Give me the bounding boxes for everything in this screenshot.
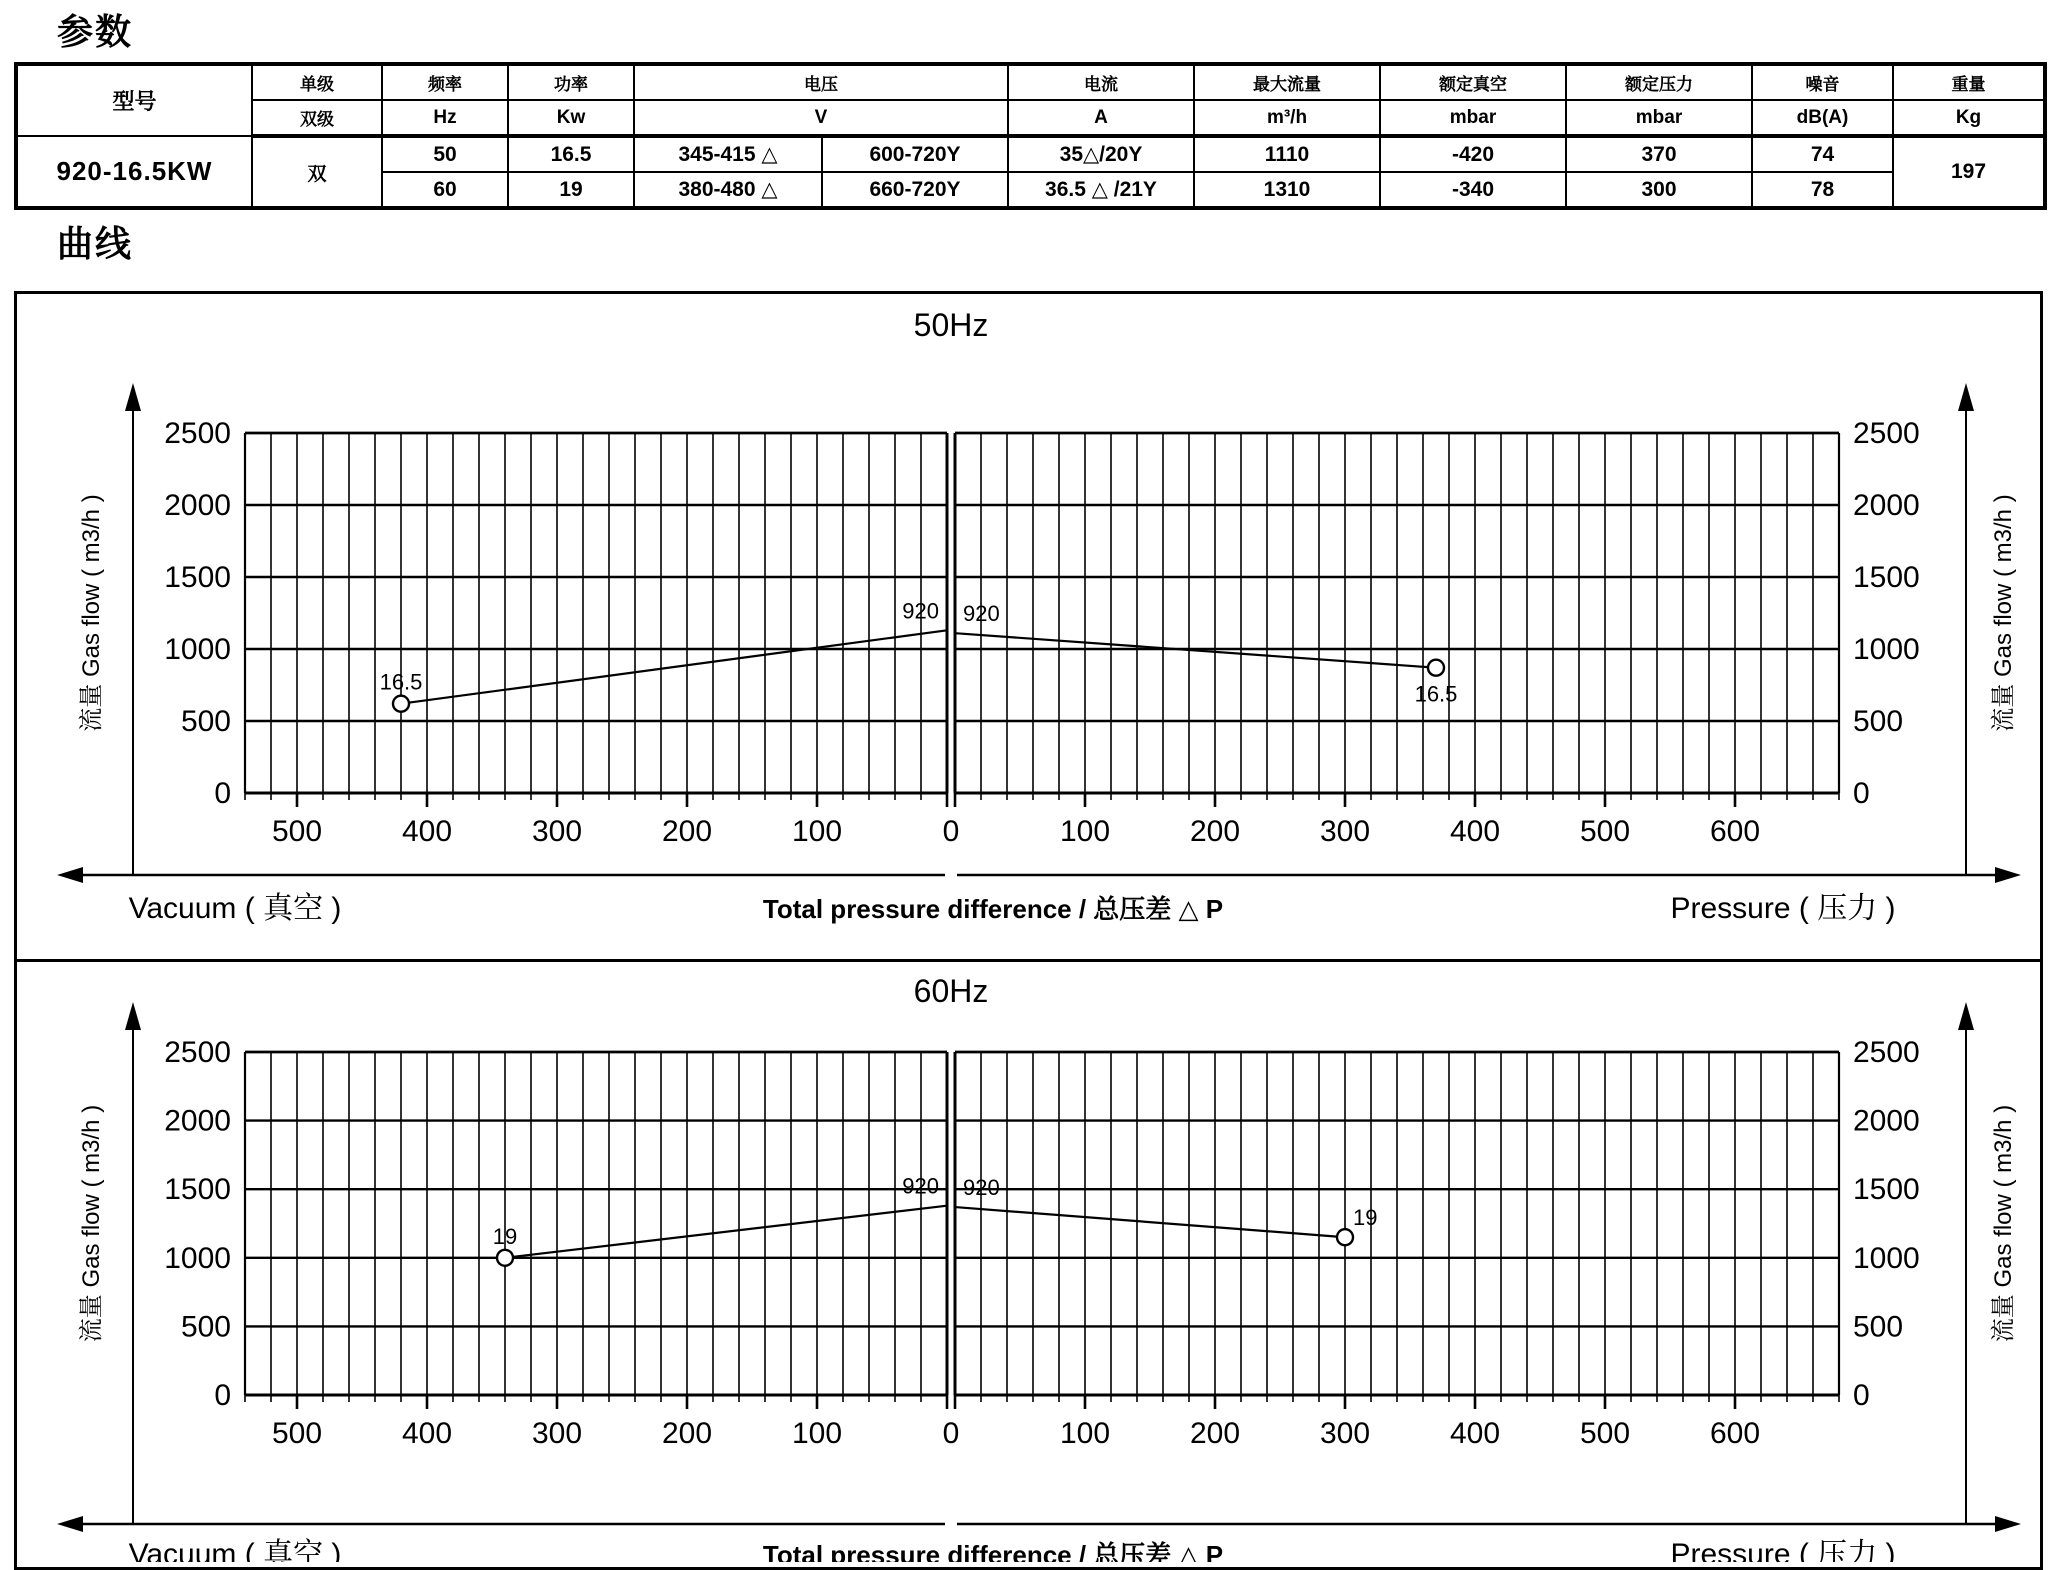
header-rated-vacuum: 额定真空 [1380, 64, 1566, 100]
vacuum-axis-label: Vacuum ( 真空 ) [128, 1538, 342, 1562]
y-tick-label-left: 500 [180, 1310, 231, 1344]
cell-volt-y-50: 600-720Y [822, 136, 1008, 172]
data-point-marker [497, 1250, 513, 1266]
y-tick-label-left: 2500 [164, 417, 231, 450]
point-label: 19 [492, 1223, 518, 1249]
pressure-axis-label: Pressure ( 压力 ) [1670, 892, 1896, 925]
cell-kw-60: 19 [508, 172, 634, 208]
y-tick-label-left: 2500 [164, 1036, 231, 1069]
cell-kw-50: 16.5 [508, 136, 634, 172]
arrowhead-up-icon [125, 383, 141, 411]
y-tick-label-right: 2000 [1853, 489, 1920, 522]
header-noise: 噪音 [1752, 64, 1893, 100]
y-tick-label-right: 0 [1853, 1379, 1870, 1412]
gas-flow-axis-label-left: 流量 Gas flow ( m3/h ) [78, 494, 105, 732]
header-max-flow: 最大流量 [1194, 64, 1380, 100]
x-tick-label-pressure: 300 [1319, 1417, 1371, 1450]
header-row-names [16, 64, 2045, 100]
y-tick-label-right: 500 [1853, 705, 1904, 738]
x-tick-label-vacuum: 500 [271, 815, 323, 848]
x-tick-label-pressure: 300 [1319, 815, 1371, 848]
x-tick-label-vacuum: 400 [401, 1417, 453, 1450]
y-tick-label-right: 1500 [1853, 1173, 1920, 1207]
y-tick-label-left: 500 [180, 705, 231, 738]
x-tick-label-vacuum: 100 [791, 1417, 843, 1450]
point-label: 16.5 [1414, 681, 1458, 707]
gas-flow-axis-label-left: 流量 Gas flow ( m3/h ) [78, 1104, 105, 1343]
x-tick-label-vacuum: 400 [401, 815, 453, 848]
x-tick-label-pressure: 200 [1189, 1417, 1241, 1450]
header-stage-double: 双级 [252, 100, 382, 136]
x-tick-label-pressure: 500 [1579, 1417, 1631, 1450]
header-stage-single: 单级 [252, 64, 382, 100]
data-point-marker [393, 696, 409, 712]
cell-weight: 197 [1893, 136, 2045, 208]
point-label: 920 [902, 598, 939, 624]
x-tick-label-zero: 0 [942, 1417, 960, 1450]
arrowhead-right-icon [1995, 1516, 2021, 1532]
point-label: 920 [963, 601, 1000, 627]
header-row-units [16, 100, 2045, 136]
x-tick-label-pressure: 500 [1579, 815, 1631, 848]
y-tick-label-right: 1000 [1853, 1241, 1920, 1275]
curves-panel [14, 291, 2043, 1570]
header-frequency: 频率 [382, 64, 508, 100]
x-tick-label-vacuum: 500 [271, 1417, 323, 1450]
unit-voltage: V [634, 100, 1008, 136]
curve-vacuum-side [505, 1206, 947, 1258]
cell-stage: 双 [252, 136, 382, 208]
unit-rated-vacuum: mbar [1380, 100, 1566, 136]
y-tick-label-left: 1500 [164, 1173, 231, 1207]
performance-curve-svg [17, 962, 2040, 1562]
x-tick-label-pressure: 600 [1709, 815, 1761, 848]
unit-power: Kw [508, 100, 634, 136]
cell-volt-delta-60: 380-480 △ [634, 172, 822, 208]
chart-title: 60Hz [913, 973, 989, 1009]
header-rated-pressure: 额定压力 [1566, 64, 1752, 100]
cell-volt-delta-50: 345-415 △ [634, 136, 822, 172]
y-tick-label-left: 1000 [164, 1241, 231, 1275]
curve-vacuum-side [401, 630, 947, 703]
y-tick-label-right: 500 [1853, 1310, 1904, 1344]
y-tick-label-left: 1000 [164, 633, 231, 666]
chart-50hz [14, 291, 2043, 962]
unit-weight: Kg [1893, 100, 2045, 136]
x-tick-label-vacuum: 300 [531, 1417, 583, 1450]
cell-flow-50: 1110 [1194, 136, 1380, 172]
x-tick-label-pressure: 100 [1059, 815, 1111, 848]
data-point-marker [1337, 1229, 1353, 1245]
y-tick-label-right: 0 [1853, 777, 1870, 810]
section-title-curves: 曲线 [57, 223, 134, 264]
y-tick-label-left: 1500 [164, 561, 231, 594]
x-tick-label-vacuum: 200 [661, 1417, 713, 1450]
cell-vacuum-50: -420 [1380, 136, 1566, 172]
header-voltage: 电压 [634, 64, 1008, 100]
cell-noise-60: 78 [1752, 172, 1893, 208]
unit-current: A [1008, 100, 1194, 136]
y-tick-label-left: 2000 [164, 1104, 231, 1138]
arrowhead-up-icon [1958, 383, 1974, 411]
data-point-marker [1428, 660, 1444, 676]
cell-vacuum-60: -340 [1380, 172, 1566, 208]
cell-hz-50: 50 [382, 136, 508, 172]
point-label: 16.5 [379, 669, 423, 695]
pressure-difference-axis-label: Total pressure difference / 总压差 △ P [762, 1540, 1224, 1562]
arrowhead-right-icon [1995, 867, 2021, 883]
chart-title: 50Hz [913, 307, 989, 343]
header-weight: 重量 [1893, 64, 2045, 100]
unit-noise: dB(A) [1752, 100, 1893, 136]
cell-noise-50: 74 [1752, 136, 1893, 172]
x-tick-label-vacuum: 300 [531, 815, 583, 848]
cell-amp-60: 36.5 △ /21Y [1008, 172, 1194, 208]
header-current: 电流 [1008, 64, 1194, 100]
x-tick-label-vacuum: 200 [661, 815, 713, 848]
parameters-table [14, 62, 2047, 210]
arrowhead-left-icon [57, 867, 83, 883]
x-tick-label-pressure: 100 [1059, 1417, 1111, 1450]
curve-pressure-side [955, 1207, 1345, 1237]
header-model: 型号 [16, 64, 252, 136]
gas-flow-axis-label-right: 流量 Gas flow ( m3/h ) [1990, 1104, 2017, 1343]
x-tick-label-vacuum: 100 [791, 815, 843, 848]
arrowhead-up-icon [125, 1002, 141, 1030]
y-tick-label-left: 0 [214, 777, 231, 810]
performance-curve-svg [17, 294, 2040, 954]
data-row-50hz [16, 136, 2045, 172]
cell-pressure-50: 370 [1566, 136, 1752, 172]
vacuum-axis-label: Vacuum ( 真空 ) [128, 892, 342, 925]
pressure-difference-axis-label: Total pressure difference / 总压差 △ P [762, 894, 1224, 924]
section-title-parameters: 参数 [57, 11, 134, 52]
pressure-axis-label: Pressure ( 压力 ) [1670, 1538, 1896, 1562]
cell-hz-60: 60 [382, 172, 508, 208]
point-label: 920 [902, 1173, 939, 1199]
y-tick-label-left: 2000 [164, 489, 231, 522]
unit-rated-pressure: mbar [1566, 100, 1752, 136]
arrowhead-left-icon [57, 1516, 83, 1532]
cell-amp-50: 35△/20Y [1008, 136, 1194, 172]
cell-volt-y-60: 660-720Y [822, 172, 1008, 208]
y-tick-label-right: 2500 [1853, 1036, 1920, 1069]
chart-60hz [14, 959, 2043, 1570]
point-label: 19 [1353, 1205, 1378, 1231]
x-tick-label-pressure: 200 [1189, 815, 1241, 848]
header-power: 功率 [508, 64, 634, 100]
arrowhead-up-icon [1958, 1002, 1974, 1030]
x-tick-label-pressure: 400 [1449, 1417, 1501, 1450]
y-tick-label-right: 1500 [1853, 561, 1920, 594]
cell-flow-60: 1310 [1194, 172, 1380, 208]
unit-frequency: Hz [382, 100, 508, 136]
cell-model: 920-16.5KW [16, 136, 252, 208]
curve-pressure-side [955, 633, 1436, 668]
cell-pressure-60: 300 [1566, 172, 1752, 208]
gas-flow-axis-label-right: 流量 Gas flow ( m3/h ) [1990, 494, 2017, 732]
y-tick-label-right: 2500 [1853, 417, 1920, 450]
y-tick-label-left: 0 [214, 1379, 231, 1412]
y-tick-label-right: 1000 [1853, 633, 1920, 666]
unit-max-flow: m³/h [1194, 100, 1380, 136]
y-tick-label-right: 2000 [1853, 1104, 1920, 1138]
x-tick-label-zero: 0 [942, 815, 960, 848]
x-tick-label-pressure: 600 [1709, 1417, 1761, 1450]
point-label: 920 [963, 1175, 1000, 1201]
x-tick-label-pressure: 400 [1449, 815, 1501, 848]
